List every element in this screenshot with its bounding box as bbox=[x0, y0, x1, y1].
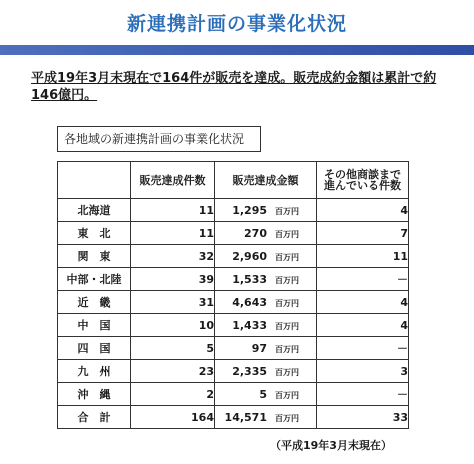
count-cell: 39 bbox=[131, 268, 215, 291]
count-cell: 32 bbox=[131, 245, 215, 268]
amount-cell bbox=[215, 383, 317, 406]
count-cell: 164 bbox=[131, 406, 215, 429]
header-region bbox=[58, 162, 131, 199]
amount-unit: 百万円 bbox=[275, 275, 299, 285]
region-cell: 九 州 bbox=[58, 360, 131, 383]
amount-cell bbox=[215, 291, 317, 314]
region-cell: 沖 縄 bbox=[58, 383, 131, 406]
amount-unit: 百万円 bbox=[275, 344, 299, 354]
header-other-line2: 進んでいる件数 bbox=[324, 179, 401, 192]
amount-value: 270 bbox=[244, 226, 267, 240]
amount-value: 1,433 bbox=[232, 318, 267, 332]
other-cell: － bbox=[317, 268, 409, 291]
amount-value: 1,533 bbox=[232, 272, 267, 286]
region-cell: 四 国 bbox=[58, 337, 131, 360]
amount-value: 4,643 bbox=[232, 295, 267, 309]
table-row bbox=[58, 314, 409, 337]
region-cell: 北海道 bbox=[58, 199, 131, 222]
region-cell: 合 計 bbox=[58, 406, 131, 429]
amount-cell bbox=[215, 245, 317, 268]
table-row bbox=[58, 383, 409, 406]
amount-unit: 百万円 bbox=[275, 390, 299, 400]
other-cell: 7 bbox=[317, 222, 409, 245]
count-cell: 11 bbox=[131, 222, 215, 245]
other-cell: 4 bbox=[317, 314, 409, 337]
table-row bbox=[58, 291, 409, 314]
total-row bbox=[58, 406, 409, 429]
amount-cell bbox=[215, 222, 317, 245]
other-cell: 11 bbox=[317, 245, 409, 268]
region-cell: 関 東 bbox=[58, 245, 131, 268]
other-cell: 4 bbox=[317, 199, 409, 222]
table-row bbox=[58, 222, 409, 245]
other-cell: 33 bbox=[317, 406, 409, 429]
count-cell: 5 bbox=[131, 337, 215, 360]
amount-value: 5 bbox=[259, 387, 267, 401]
amount-unit: 百万円 bbox=[275, 413, 299, 423]
header-other-line1: その他商談まで bbox=[324, 168, 401, 181]
amount-value: 2,960 bbox=[232, 249, 267, 263]
amount-value: 97 bbox=[251, 341, 267, 355]
summary-text: 平成19年3月末現在で164件が販売を達成。販売成約金額は累計で約146億円。 bbox=[31, 71, 437, 103]
amount-unit: 百万円 bbox=[275, 321, 299, 331]
amount-unit: 百万円 bbox=[275, 298, 299, 308]
amount-cell bbox=[215, 360, 317, 383]
region-cell: 中 国 bbox=[58, 314, 131, 337]
table-row bbox=[58, 268, 409, 291]
table-row bbox=[58, 199, 409, 222]
count-cell: 31 bbox=[131, 291, 215, 314]
header-other bbox=[317, 162, 409, 199]
amount-value: 2,335 bbox=[232, 364, 267, 378]
other-cell: 3 bbox=[317, 360, 409, 383]
amount-cell bbox=[215, 406, 317, 429]
region-cell: 東 北 bbox=[58, 222, 131, 245]
header-amount: 販売達成金額 bbox=[215, 162, 317, 199]
table-row bbox=[58, 337, 409, 360]
count-cell: 23 bbox=[131, 360, 215, 383]
amount-unit: 百万円 bbox=[275, 206, 299, 216]
amount-cell bbox=[215, 199, 317, 222]
count-cell: 11 bbox=[131, 199, 215, 222]
count-cell: 2 bbox=[131, 383, 215, 406]
header-count: 販売達成件数 bbox=[131, 162, 215, 199]
other-cell: － bbox=[317, 383, 409, 406]
count-cell: 10 bbox=[131, 314, 215, 337]
date-note: （平成19年3月末現在） bbox=[270, 439, 392, 452]
title-underline-bar bbox=[0, 45, 474, 55]
table-row bbox=[58, 245, 409, 268]
region-cell: 中部・北陸 bbox=[58, 268, 131, 291]
amount-unit: 百万円 bbox=[275, 229, 299, 239]
table-header-row bbox=[58, 162, 409, 199]
amount-cell bbox=[215, 314, 317, 337]
other-cell: 4 bbox=[317, 291, 409, 314]
amount-unit: 百万円 bbox=[275, 367, 299, 377]
page-title: 新連携計画の事業化状況 bbox=[126, 13, 347, 35]
amount-unit: 百万円 bbox=[275, 252, 299, 262]
other-cell: － bbox=[317, 337, 409, 360]
regional-table bbox=[57, 161, 409, 429]
amount-value: 1,295 bbox=[232, 203, 267, 217]
amount-value: 14,571 bbox=[224, 410, 267, 424]
region-cell: 近 畿 bbox=[58, 291, 131, 314]
amount-cell bbox=[215, 268, 317, 291]
table-row bbox=[58, 360, 409, 383]
amount-cell bbox=[215, 337, 317, 360]
table-title: 各地域の新連携計画の事業化状況 bbox=[57, 126, 261, 152]
